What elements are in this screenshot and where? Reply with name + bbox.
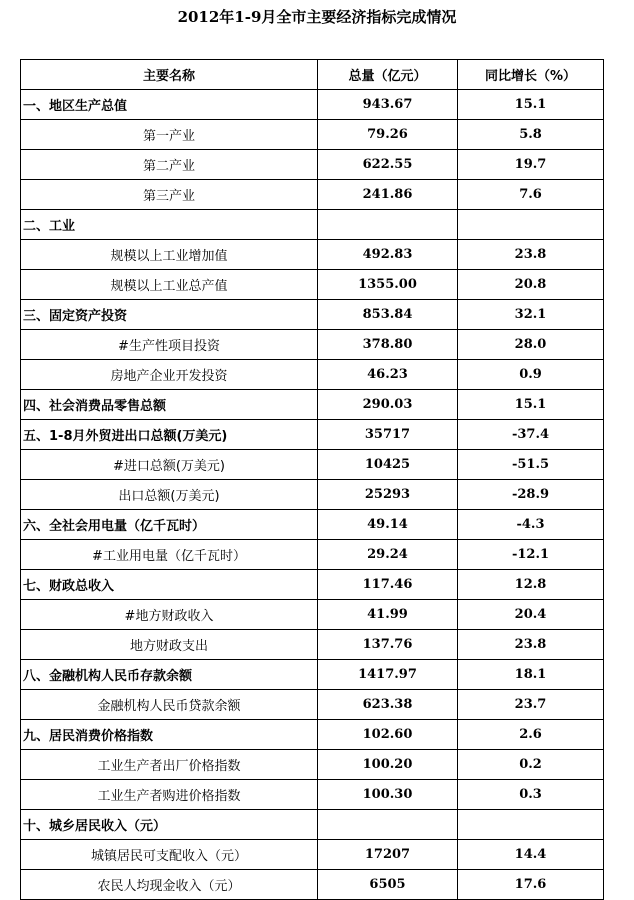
table-row xyxy=(21,870,604,900)
row-total: 1355.00 xyxy=(318,270,458,300)
row-total: 17207 xyxy=(318,840,458,870)
row-name: 工业生产者出厂价格指数 xyxy=(21,750,318,780)
row-name: 房地产企业开发投资 xyxy=(21,360,318,390)
row-name: 第三产业 xyxy=(21,180,318,210)
row-growth: 12.8 xyxy=(458,570,604,600)
table-row xyxy=(21,120,604,150)
table-row xyxy=(21,360,604,390)
row-growth: 15.1 xyxy=(458,90,604,120)
table-row xyxy=(21,180,604,210)
row-total: 49.14 xyxy=(318,510,458,540)
table-row xyxy=(21,450,604,480)
table-row xyxy=(21,630,604,660)
row-growth: 23.8 xyxy=(458,240,604,270)
header-total: 总量（亿元） xyxy=(318,60,458,90)
row-growth: 5.8 xyxy=(458,120,604,150)
row-total: 29.24 xyxy=(318,540,458,570)
table-row xyxy=(21,780,604,810)
row-name: 四、社会消费品零售总额 xyxy=(21,390,318,420)
indicators-table xyxy=(20,59,604,900)
row-name: 地方财政支出 xyxy=(21,630,318,660)
row-growth: -4.3 xyxy=(458,510,604,540)
table-body xyxy=(21,90,604,900)
row-growth: 15.1 xyxy=(458,390,604,420)
row-name: 出口总额(万美元) xyxy=(21,480,318,510)
row-growth xyxy=(458,810,604,840)
row-growth: -12.1 xyxy=(458,540,604,570)
table-row xyxy=(21,240,604,270)
row-total: 10425 xyxy=(318,450,458,480)
row-name: 金融机构人民币贷款余额 xyxy=(21,690,318,720)
row-name: 五、1-8月外贸进出口总额(万美元) xyxy=(21,420,318,450)
row-name: 九、居民消费价格指数 xyxy=(21,720,318,750)
header-name: 主要名称 xyxy=(21,60,318,90)
row-name: 十、城乡居民收入（元） xyxy=(21,810,318,840)
row-name: 农民人均现金收入（元） xyxy=(21,870,318,900)
table-header-row xyxy=(21,60,604,90)
page-title: 2012年1-9月全市主要经济指标完成情况 xyxy=(177,8,457,26)
row-name: #进口总额(万美元) xyxy=(21,450,318,480)
row-total: 622.55 xyxy=(318,150,458,180)
row-total: 100.20 xyxy=(318,750,458,780)
row-total: 46.23 xyxy=(318,360,458,390)
table-row xyxy=(21,720,604,750)
table-row xyxy=(21,600,604,630)
row-total: 100.30 xyxy=(318,780,458,810)
row-name: 六、全社会用电量（亿千瓦时） xyxy=(21,510,318,540)
table-row xyxy=(21,510,604,540)
row-name: 规模以上工业增加值 xyxy=(21,240,318,270)
table-row xyxy=(21,330,604,360)
row-growth: 18.1 xyxy=(458,660,604,690)
row-growth: 0.2 xyxy=(458,750,604,780)
table-row xyxy=(21,750,604,780)
row-total: 853.84 xyxy=(318,300,458,330)
row-growth: -37.4 xyxy=(458,420,604,450)
table-row xyxy=(21,150,604,180)
row-total: 117.46 xyxy=(318,570,458,600)
row-name: #地方财政收入 xyxy=(21,600,318,630)
table-row xyxy=(21,660,604,690)
row-name: 城镇居民可支配收入（元） xyxy=(21,840,318,870)
row-growth: 19.7 xyxy=(458,150,604,180)
row-growth: 23.7 xyxy=(458,690,604,720)
table-row xyxy=(21,480,604,510)
table-row xyxy=(21,300,604,330)
row-total: 241.86 xyxy=(318,180,458,210)
row-growth: 17.6 xyxy=(458,870,604,900)
row-growth: 2.6 xyxy=(458,720,604,750)
row-total xyxy=(318,810,458,840)
table-row xyxy=(21,690,604,720)
row-growth: 14.4 xyxy=(458,840,604,870)
row-name: 一、地区生产总值 xyxy=(21,90,318,120)
header-growth: 同比增长（%） xyxy=(458,60,604,90)
row-growth: 32.1 xyxy=(458,300,604,330)
row-total: 1417.97 xyxy=(318,660,458,690)
row-total: 35717 xyxy=(318,420,458,450)
row-growth: -51.5 xyxy=(458,450,604,480)
row-name: 三、固定资产投资 xyxy=(21,300,318,330)
row-growth: -28.9 xyxy=(458,480,604,510)
row-growth: 20.4 xyxy=(458,600,604,630)
row-name: 二、工业 xyxy=(21,210,318,240)
table-row xyxy=(21,210,604,240)
row-total: 492.83 xyxy=(318,240,458,270)
row-name: 第二产业 xyxy=(21,150,318,180)
table-row xyxy=(21,810,604,840)
table-row xyxy=(21,90,604,120)
row-growth xyxy=(458,210,604,240)
row-total: 943.67 xyxy=(318,90,458,120)
row-total: 378.80 xyxy=(318,330,458,360)
row-name: #生产性项目投资 xyxy=(21,330,318,360)
table-row xyxy=(21,270,604,300)
row-growth: 0.3 xyxy=(458,780,604,810)
table-row xyxy=(21,570,604,600)
row-total: 290.03 xyxy=(318,390,458,420)
row-growth: 7.6 xyxy=(458,180,604,210)
row-total: 25293 xyxy=(318,480,458,510)
row-growth: 20.8 xyxy=(458,270,604,300)
row-name: 第一产业 xyxy=(21,120,318,150)
row-total: 623.38 xyxy=(318,690,458,720)
row-growth: 28.0 xyxy=(458,330,604,360)
row-name: 七、财政总收入 xyxy=(21,570,318,600)
table-row xyxy=(21,840,604,870)
row-total: 79.26 xyxy=(318,120,458,150)
row-total: 137.76 xyxy=(318,630,458,660)
row-total xyxy=(318,210,458,240)
row-growth: 0.9 xyxy=(458,360,604,390)
row-name: 八、金融机构人民币存款余额 xyxy=(21,660,318,690)
row-name: 规模以上工业总产值 xyxy=(21,270,318,300)
table-row xyxy=(21,390,604,420)
table-row xyxy=(21,540,604,570)
row-growth: 23.8 xyxy=(458,630,604,660)
table-row xyxy=(21,420,604,450)
row-total: 102.60 xyxy=(318,720,458,750)
row-name: #工业用电量（亿千瓦时） xyxy=(21,540,318,570)
row-name: 工业生产者购进价格指数 xyxy=(21,780,318,810)
row-total: 6505 xyxy=(318,870,458,900)
row-total: 41.99 xyxy=(318,600,458,630)
